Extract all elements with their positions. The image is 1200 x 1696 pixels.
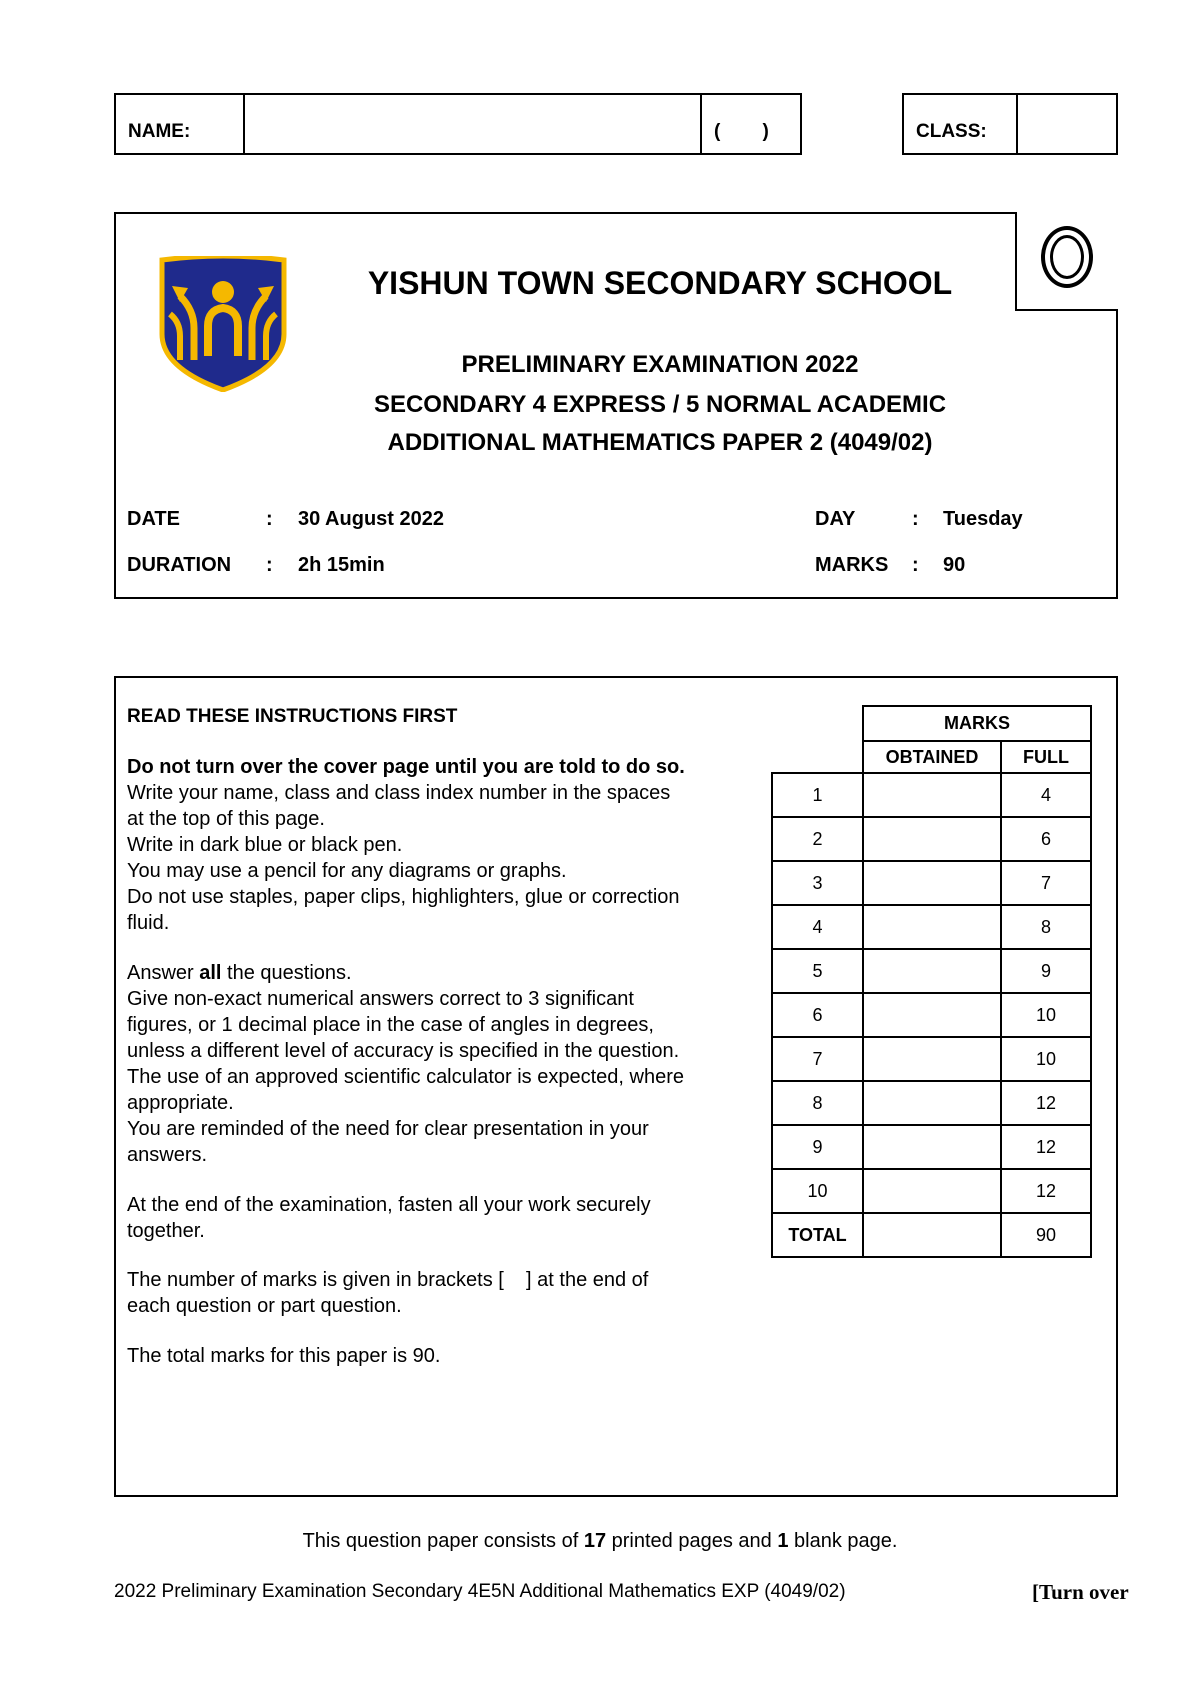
- question-number: 8: [772, 1081, 863, 1125]
- obtained-header: OBTAINED: [863, 741, 1001, 773]
- question-number: 10: [772, 1169, 863, 1213]
- obtained-cell[interactable]: [863, 949, 1001, 993]
- instructions-block-1: [127, 780, 767, 936]
- table-row: [772, 949, 1091, 993]
- index-number-brackets: ( ): [714, 121, 769, 142]
- instruction-line: At the end of the examination, fasten all your work securely: [127, 1194, 651, 1216]
- blank-pages-count: 1: [777, 1530, 789, 1552]
- full-marks: 8: [1001, 905, 1091, 949]
- page-count-statement: [0, 1530, 1200, 1553]
- question-number: 5: [772, 949, 863, 993]
- day-value: Tuesday: [943, 508, 1023, 530]
- duration-colon: :: [266, 554, 273, 576]
- exam-level: SECONDARY 4 EXPRESS / 5 NORMAL ACADEMIC: [373, 391, 947, 418]
- instruction-line: Write your name, class and class index number in the spaces: [127, 782, 671, 804]
- table-row-total: [772, 1213, 1091, 1257]
- instruction-line: fluid.: [127, 912, 170, 934]
- table-row: [772, 817, 1091, 861]
- answer-prefix: Answer: [127, 962, 200, 984]
- school-name: YISHUN TOWN SECONDARY SCHOOL: [367, 265, 953, 301]
- instruction-line: answers.: [127, 1144, 208, 1166]
- obtained-cell[interactable]: [863, 1169, 1001, 1213]
- full-marks: 12: [1001, 1081, 1091, 1125]
- full-marks: 4: [1001, 773, 1091, 817]
- instruction-line: The use of an approved scientific calculator is expected, where: [127, 1066, 684, 1088]
- printed-pages-count: 17: [583, 1530, 607, 1552]
- answer-suffix: the questions.: [221, 962, 352, 984]
- pages-mid: printed pages and: [606, 1530, 778, 1552]
- full-marks: 10: [1001, 1037, 1091, 1081]
- turn-over-label: [Turn over: [1032, 1580, 1129, 1604]
- exam-title: PRELIMINARY EXAMINATION 2022: [461, 351, 859, 378]
- obtained-cell[interactable]: [863, 817, 1001, 861]
- full-marks: 12: [1001, 1125, 1091, 1169]
- instruction-line: Write in dark blue or black pen.: [127, 834, 403, 856]
- question-number: 4: [772, 905, 863, 949]
- obtained-cell[interactable]: [863, 905, 1001, 949]
- question-number: 1: [772, 773, 863, 817]
- instruction-line: together.: [127, 1220, 205, 1242]
- instructions-block-3: [127, 1192, 767, 1244]
- name-label: NAME:: [128, 121, 191, 142]
- running-footer: 2022 Preliminary Examination Secondary 4E5N Additional Mathematics EXP (4049/02): [114, 1581, 846, 1602]
- day-label: DAY: [815, 508, 856, 530]
- table-row: [772, 1169, 1091, 1213]
- name-field[interactable]: [243, 93, 702, 155]
- table-row: [772, 993, 1091, 1037]
- date-label: DATE: [127, 508, 180, 530]
- instructions-heading: READ THESE INSTRUCTIONS FIRST: [127, 706, 458, 727]
- instruction-line: unless a different level of accuracy is specified in the question.: [127, 1040, 680, 1062]
- answer-all: all: [199, 962, 222, 984]
- full-header: FULL: [1001, 741, 1091, 773]
- question-number: 2: [772, 817, 863, 861]
- question-number: 9: [772, 1125, 863, 1169]
- duration-label: DURATION: [127, 554, 232, 576]
- obtained-cell[interactable]: [863, 861, 1001, 905]
- duration-value: 2h 15min: [298, 554, 385, 576]
- instructions-bold-line: Do not turn over the cover page until you are told to do so.: [127, 756, 685, 778]
- day-colon: :: [912, 508, 919, 530]
- date-value: 30 August 2022: [298, 508, 444, 530]
- marks-label: MARKS: [815, 554, 889, 576]
- total-label: TOTAL: [772, 1213, 863, 1257]
- class-label: CLASS:: [916, 121, 987, 142]
- full-marks: 12: [1001, 1169, 1091, 1213]
- instruction-line: The number of marks is given in brackets [ ] at the end of: [127, 1269, 649, 1291]
- instruction-line: each question or part question.: [127, 1295, 402, 1317]
- table-row: [772, 905, 1091, 949]
- table-row: [772, 1081, 1091, 1125]
- total-full-marks: 90: [1001, 1213, 1091, 1257]
- instruction-line: You are reminded of the need for clear presentation in your: [127, 1118, 649, 1140]
- date-colon: :: [266, 508, 273, 530]
- question-number: 7: [772, 1037, 863, 1081]
- pages-suffix: blank page.: [788, 1530, 898, 1552]
- paper-code-o-symbol: [1041, 226, 1093, 288]
- paper-code-box: [1015, 212, 1118, 311]
- instructions-block-4: [127, 1267, 767, 1319]
- obtained-cell[interactable]: [863, 1125, 1001, 1169]
- instruction-line: Give non-exact numerical answers correct to 3 significant: [127, 988, 634, 1010]
- instruction-line: figures, or 1 decimal place in the case of angles in degrees,: [127, 1014, 654, 1036]
- obtained-cell[interactable]: [863, 773, 1001, 817]
- instructions-answer-line: [127, 960, 767, 986]
- pages-prefix: This question paper consists of: [302, 1530, 584, 1552]
- question-number: 6: [772, 993, 863, 1037]
- table-corner-blank: [772, 706, 863, 741]
- marks-table: [771, 705, 1092, 1258]
- marks-value: 90: [943, 554, 966, 576]
- exam-subject: ADDITIONAL MATHEMATICS PAPER 2 (4049/02): [387, 429, 933, 456]
- table-corner-blank: [772, 741, 863, 773]
- table-row: [772, 1037, 1091, 1081]
- full-marks: 7: [1001, 861, 1091, 905]
- instructions-block-2: [127, 986, 767, 1168]
- full-marks: 10: [1001, 993, 1091, 1037]
- obtained-cell[interactable]: [863, 1081, 1001, 1125]
- marks-colon: :: [912, 554, 919, 576]
- obtained-cell[interactable]: [863, 1037, 1001, 1081]
- full-marks: 6: [1001, 817, 1091, 861]
- instruction-line: You may use a pencil for any diagrams or graphs.: [127, 860, 567, 882]
- table-row: [772, 1125, 1091, 1169]
- obtained-cell[interactable]: [863, 993, 1001, 1037]
- full-marks: 9: [1001, 949, 1091, 993]
- class-field[interactable]: [1016, 93, 1118, 155]
- total-obtained-cell[interactable]: [863, 1213, 1001, 1257]
- table-row: [772, 773, 1091, 817]
- instructions-total-line: The total marks for this paper is 90.: [127, 1345, 441, 1367]
- school-crest-logo: [158, 256, 288, 392]
- table-row: [772, 861, 1091, 905]
- question-number: 3: [772, 861, 863, 905]
- instruction-line: Do not use staples, paper clips, highlighters, glue or correction: [127, 886, 680, 908]
- instruction-line: at the top of this page.: [127, 808, 325, 830]
- marks-header: MARKS: [863, 706, 1091, 741]
- instruction-line: appropriate.: [127, 1092, 234, 1114]
